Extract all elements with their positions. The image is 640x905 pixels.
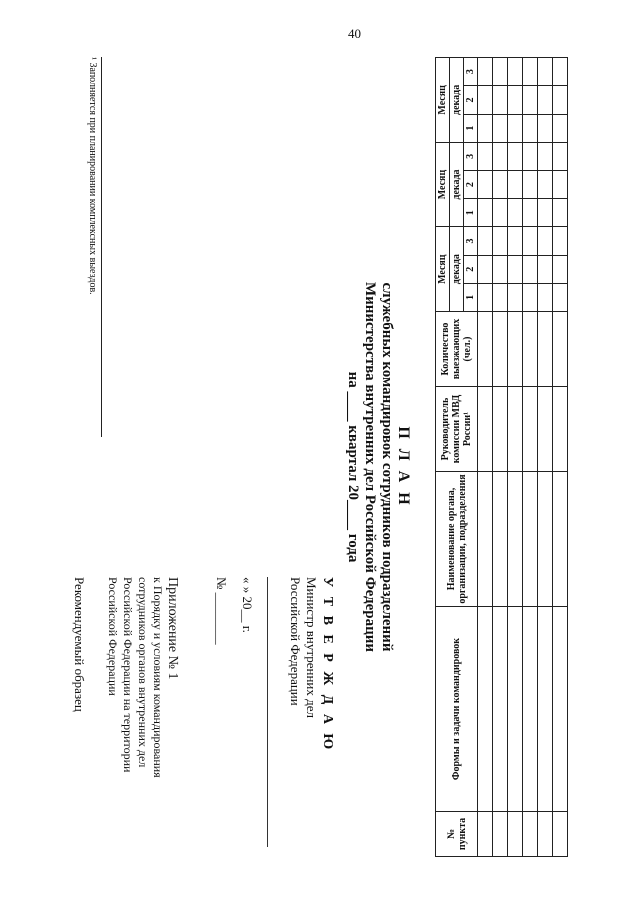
approval-date: « » 20__ г. [240,577,255,633]
signature-line [267,577,269,847]
table-cell [493,86,508,114]
plan-heading: П Л А Н [395,426,412,508]
table-cell [508,607,523,812]
decade-cell: 2 [464,171,478,199]
table-cell [478,283,493,311]
table-cell [523,58,538,86]
table-cell [553,142,568,170]
decade-cell: 3 [464,227,478,255]
appendix-title: Приложение № 1 [165,577,180,680]
table-cell [493,58,508,86]
table-cell [523,283,538,311]
table-cell [553,227,568,255]
plan-table-body [478,58,568,857]
header-month-2: Месяц [436,142,450,227]
table-cell [538,114,553,142]
table-cell [478,58,493,86]
table-cell [508,86,523,114]
table-cell [478,142,493,170]
header-number: № пункта [436,812,478,857]
table-cell [553,472,568,607]
table-cell [523,199,538,227]
table-cell [538,607,553,812]
approval-block [213,577,335,867]
table-cell [538,283,553,311]
table-cell [493,227,508,255]
approval-number: № ________ [214,577,229,645]
table-cell [478,114,493,142]
table-cell [538,142,553,170]
table-cell [478,312,493,387]
table-cell [478,607,493,812]
table-cell [553,607,568,812]
decade-cell: 3 [464,142,478,170]
table-cell [538,472,553,607]
appendix-line: Российской Федерации [106,577,120,696]
table-cell [523,227,538,255]
plan-table-wrap [420,37,580,867]
table-cell [523,255,538,283]
table-cell [508,227,523,255]
approval-country: Российской Федерации [288,577,303,706]
table-cell [538,86,553,114]
table-cell [493,283,508,311]
table-cell [523,114,538,142]
table-cell [508,312,523,387]
appendix-line: к Порядку и условиям командирования [151,577,165,778]
table-cell [493,812,508,857]
table-cell [508,199,523,227]
table-cell [523,171,538,199]
table-cell [538,227,553,255]
decade-cell: 1 [464,283,478,311]
table-cell [538,58,553,86]
table-cell [553,255,568,283]
table-cell [523,472,538,607]
table-cell [508,171,523,199]
table-cell [493,387,508,472]
table-cell [553,312,568,387]
page-number: 40 [348,26,361,41]
table-cell [508,58,523,86]
header-month-1: Месяц [436,227,450,312]
approval-position: Министр внутренних дел [304,577,319,718]
table-cell [538,312,553,387]
table-cell [478,227,493,255]
header-organization: Наименование органа, организации, подразделения [436,472,478,607]
header-month-3: Месяц [436,58,450,143]
table-cell [538,255,553,283]
table-cell [493,607,508,812]
table-row [538,58,553,857]
table-cell [478,472,493,607]
table-cell [523,387,538,472]
table-row [553,58,568,857]
sample-label: Рекомендуемый образец [72,577,87,712]
table-cell [538,171,553,199]
decade-cell: 2 [464,255,478,283]
plan-subtitle-2: Министерства внутренних дел Российской Федерации [362,281,378,653]
table-cell [553,114,568,142]
header-forms: Формы и задачи командировок [436,607,478,812]
table-cell [478,199,493,227]
footnote: ¹ Заполняется при планировании комплексных выездов. [87,57,102,437]
table-cell [553,283,568,311]
table-cell [553,812,568,857]
table-cell [538,812,553,857]
plan-title [344,187,412,747]
decade-cell: 2 [464,86,478,114]
table-row [508,58,523,857]
table-row [523,58,538,857]
document-sheet [60,37,580,867]
table-cell [478,255,493,283]
header-decade-3: декада [450,58,464,143]
table-cell [553,199,568,227]
header-decade-1: декада [450,227,464,312]
header-count: Количество выезжающих (чел.) [436,312,478,387]
table-cell [478,387,493,472]
appendix-line: Российской Федерации на территории [121,577,135,773]
plan-subtitle-3: на ____ квартал 20____ года [345,371,361,563]
table-cell [493,312,508,387]
header-head: Руководитель комиссии МВД России¹ [436,387,478,472]
appendix-block [72,577,180,867]
table-row [493,58,508,857]
appendix-line: сотрудников органов внутренних дел [136,577,150,768]
table-cell [523,312,538,387]
table-cell [508,472,523,607]
table-cell [553,387,568,472]
table-cell [493,114,508,142]
table-cell [508,255,523,283]
decade-cell: 1 [464,199,478,227]
table-cell [508,387,523,472]
table-cell [538,199,553,227]
header-decade-2: декада [450,142,464,227]
table-cell [493,142,508,170]
table-cell [508,114,523,142]
decade-cell: 3 [464,58,478,86]
table-cell [553,171,568,199]
table-cell [493,255,508,283]
table-cell [553,86,568,114]
table-cell [478,171,493,199]
decade-cell: 1 [464,114,478,142]
plan-subtitle-1: служебных командировок сотрудников подразделений [379,282,395,652]
table-cell [538,387,553,472]
table-cell [508,812,523,857]
table-cell [493,472,508,607]
table-cell [508,283,523,311]
table-cell [523,607,538,812]
approval-heading: У Т В Е Р Ж Д А Ю [320,577,335,753]
table-cell [493,199,508,227]
table-cell [478,812,493,857]
table-cell [523,142,538,170]
table-cell [553,58,568,86]
table-cell [508,142,523,170]
table-cell [523,86,538,114]
table-cell [478,86,493,114]
table-cell [493,171,508,199]
table-cell [523,812,538,857]
plan-table [435,57,568,857]
table-row [478,58,493,857]
